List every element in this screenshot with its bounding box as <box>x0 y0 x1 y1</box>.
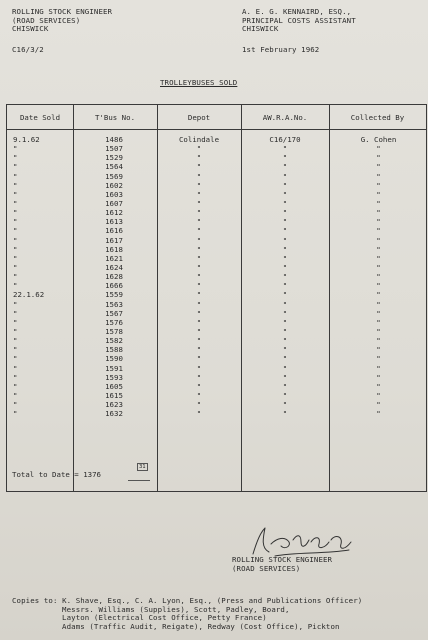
cell-awra-no: " <box>282 372 288 382</box>
cell-date-sold: " <box>13 226 18 236</box>
cell-collected-by: " <box>376 390 381 400</box>
cell-awra-no: " <box>282 336 288 346</box>
cell-awra-no: " <box>282 198 288 208</box>
cell-depot: " <box>196 244 202 254</box>
table-row <box>7 327 426 336</box>
cell-awra-no: " <box>282 308 288 318</box>
header-date-sold: Date Sold <box>19 113 61 122</box>
trolleybus-table <box>6 104 427 492</box>
table-row <box>7 318 426 327</box>
header-depot: Depot <box>187 113 211 122</box>
cell-tbus-no: 1559 <box>105 290 123 300</box>
cell-awra-no: " <box>282 290 288 300</box>
copies-line-3: Layton (Electrical Cost Office, Petty France) <box>62 613 267 623</box>
cell-depot: " <box>196 198 202 208</box>
cell-date-sold: " <box>13 326 18 336</box>
cell-tbus-no: 1605 <box>105 381 123 391</box>
cell-awra-no: " <box>282 326 288 336</box>
cell-collected-by: " <box>376 217 381 227</box>
cell-tbus-no: 1618 <box>105 244 123 254</box>
table-row <box>7 336 426 345</box>
cell-collected-by: " <box>376 345 381 355</box>
cell-depot: " <box>196 272 202 282</box>
cell-collected-by: " <box>376 162 381 172</box>
cell-awra-no: " <box>282 317 288 327</box>
cell-tbus-no: 1591 <box>105 363 123 373</box>
cell-date-sold: " <box>13 253 18 263</box>
cell-awra-no: " <box>282 299 288 309</box>
cell-tbus-no: 1564 <box>105 162 123 172</box>
cell-awra-no: " <box>282 253 288 263</box>
tick-underline <box>128 480 150 481</box>
cell-collected-by: " <box>376 381 381 391</box>
cell-collected-by: " <box>376 272 381 282</box>
cell-depot: " <box>196 153 202 163</box>
cell-awra-no: " <box>282 400 288 410</box>
cell-depot: " <box>196 326 202 336</box>
cell-tbus-no: 1632 <box>105 409 123 419</box>
cell-collected-by: " <box>376 253 381 263</box>
table-row <box>7 364 426 373</box>
cell-awra-no: " <box>282 189 288 199</box>
table-row <box>7 409 426 418</box>
cell-depot: " <box>196 400 202 410</box>
sender-line-3: CHISWICK <box>12 24 49 34</box>
cell-depot: " <box>196 262 202 272</box>
cell-collected-by: " <box>376 363 381 373</box>
table-row <box>7 190 426 199</box>
cell-collected-by: " <box>376 180 381 190</box>
sender-line-1: ROLLING STOCK ENGINEER <box>12 7 113 16</box>
cell-date-sold: " <box>13 198 18 208</box>
cell-awra-no: " <box>282 180 288 190</box>
table-row <box>7 172 426 181</box>
cell-depot: " <box>196 235 202 245</box>
cell-tbus-no: 1624 <box>105 262 123 272</box>
cell-collected-by: " <box>376 235 381 245</box>
cell-tbus-no: 1616 <box>105 226 123 236</box>
cell-depot: " <box>196 390 202 400</box>
sender-block <box>12 8 112 34</box>
cell-date-sold: " <box>13 363 18 373</box>
cell-date-sold: " <box>13 336 18 346</box>
table-row <box>7 144 426 153</box>
cell-date-sold: 9.1.62 <box>13 135 40 144</box>
cell-date-sold: 22.1.62 <box>13 290 45 300</box>
cell-depot: " <box>196 180 202 190</box>
recipient-line-1: A. E. G. KENNAIRD, ESQ., <box>242 7 352 16</box>
cell-depot: " <box>196 208 202 218</box>
cell-date-sold: " <box>13 272 18 282</box>
cell-date-sold: " <box>13 144 18 154</box>
cell-depot: " <box>196 345 202 355</box>
table-row <box>7 162 426 171</box>
cell-tbus-no: 1615 <box>105 390 123 400</box>
cell-depot: " <box>196 317 202 327</box>
cell-depot: Colindale <box>178 135 220 144</box>
cell-collected-by: " <box>376 189 381 199</box>
letter-date: 1st February 1962 <box>242 45 320 54</box>
cell-collected-by: " <box>376 198 381 208</box>
cell-tbus-no: 1486 <box>105 135 123 144</box>
table-row <box>7 400 426 409</box>
table-row <box>7 272 426 281</box>
signatory-block <box>232 556 332 573</box>
table-row <box>7 391 426 400</box>
table-row <box>7 263 426 272</box>
signatory-line-2: (ROAD SERVICES) <box>232 563 301 573</box>
cell-date-sold: " <box>13 372 18 382</box>
cell-date-sold: " <box>13 189 18 199</box>
cell-tbus-no: 1621 <box>105 253 123 263</box>
cell-depot: " <box>196 409 202 419</box>
reference-number: C16/3/2 <box>12 45 44 54</box>
cell-collected-by: " <box>376 171 381 181</box>
cell-collected-by: " <box>376 153 381 163</box>
tick-mark: 31 <box>139 464 146 470</box>
copies-block <box>12 597 362 631</box>
cell-collected-by: " <box>376 400 381 410</box>
cell-date-sold: " <box>13 208 18 218</box>
table-row <box>7 309 426 318</box>
table-row <box>7 345 426 354</box>
cell-awra-no: " <box>282 208 288 218</box>
cell-tbus-no: 1602 <box>105 180 123 190</box>
header-collected-by: Collected By <box>350 113 405 122</box>
table-body <box>7 135 426 418</box>
table-row <box>7 382 426 391</box>
cell-date-sold: " <box>13 235 18 245</box>
cell-awra-no: " <box>282 244 288 254</box>
copies-line-2: Messrs. Williams (Supplies), Scott, Padley, Board, <box>62 604 290 614</box>
cell-date-sold: " <box>13 217 18 227</box>
table-row <box>7 199 426 208</box>
cell-collected-by: " <box>376 281 381 291</box>
cell-date-sold: " <box>13 381 18 391</box>
cell-depot: " <box>196 189 202 199</box>
cell-tbus-no: 1588 <box>105 345 123 355</box>
cell-depot: " <box>196 308 202 318</box>
cell-depot: " <box>196 171 202 181</box>
cell-depot: " <box>196 217 202 227</box>
header-awra-no: AW.R.A.No. <box>262 113 308 122</box>
cell-awra-no: " <box>282 226 288 236</box>
cell-tbus-no: 1582 <box>105 336 123 346</box>
cell-tbus-no: 1563 <box>105 299 123 309</box>
cell-depot: " <box>196 299 202 309</box>
cell-tbus-no: 1567 <box>105 308 123 318</box>
cell-awra-no: " <box>282 217 288 227</box>
cell-tbus-no: 1590 <box>105 354 123 364</box>
cell-collected-by: " <box>376 144 381 154</box>
cell-awra-no: " <box>282 171 288 181</box>
table-row <box>7 181 426 190</box>
cell-date-sold: " <box>13 354 18 364</box>
cell-date-sold: " <box>13 317 18 327</box>
cell-date-sold: " <box>13 180 18 190</box>
table-row <box>7 236 426 245</box>
cell-awra-no: " <box>282 272 288 282</box>
cell-awra-no: " <box>282 281 288 291</box>
cell-date-sold: " <box>13 244 18 254</box>
table-row <box>7 373 426 382</box>
table-row <box>7 290 426 299</box>
cell-collected-by: " <box>376 336 381 346</box>
cell-awra-no: " <box>282 162 288 172</box>
table-row <box>7 245 426 254</box>
cell-collected-by: " <box>376 354 381 364</box>
cell-date-sold: " <box>13 390 18 400</box>
cell-collected-by: " <box>376 317 381 327</box>
cell-awra-no: " <box>282 262 288 272</box>
cell-depot: " <box>196 336 202 346</box>
cell-depot: " <box>196 363 202 373</box>
cell-awra-no: " <box>282 345 288 355</box>
document-title: TROLLEYBUSES SOLD <box>160 78 238 87</box>
cell-collected-by: " <box>376 308 381 318</box>
cell-collected-by: " <box>376 262 381 272</box>
cell-tbus-no: 1628 <box>105 272 123 282</box>
copies-line-1: K. Shave, Esq., C. A. Lyon, Esq., (Press and Publications Officer) <box>62 596 363 605</box>
cell-awra-no: " <box>282 144 288 154</box>
cell-collected-by: " <box>376 326 381 336</box>
cell-tbus-no: 1603 <box>105 189 123 199</box>
table-row <box>7 300 426 309</box>
cell-depot: " <box>196 226 202 236</box>
cell-tbus-no: 1607 <box>105 198 123 208</box>
cell-tbus-no: 1617 <box>105 235 123 245</box>
cell-awra-no: " <box>282 381 288 391</box>
signatory-line-1: ROLLING STOCK ENGINEER <box>232 555 333 564</box>
cell-depot: " <box>196 162 202 172</box>
table-row <box>7 254 426 263</box>
cell-awra-no: " <box>282 390 288 400</box>
header-tbus-no: T'Bus No. <box>94 113 136 122</box>
cell-date-sold: " <box>13 281 18 291</box>
cell-date-sold: " <box>13 400 18 410</box>
cell-collected-by: " <box>376 290 381 300</box>
table-row <box>7 135 426 144</box>
cell-depot: " <box>196 372 202 382</box>
cell-awra-no: " <box>282 363 288 373</box>
copies-label: Copies to: <box>12 596 58 605</box>
cell-date-sold: " <box>13 345 18 355</box>
cell-date-sold: " <box>13 409 18 419</box>
cell-collected-by: " <box>376 409 381 419</box>
cell-tbus-no: 1529 <box>105 153 123 163</box>
cell-depot: " <box>196 281 202 291</box>
cell-date-sold: " <box>13 162 18 172</box>
cell-tbus-no: 1612 <box>105 208 123 218</box>
cell-collected-by: " <box>376 226 381 236</box>
cell-depot: " <box>196 354 202 364</box>
recipient-line-3: CHISWICK <box>242 24 279 34</box>
table-row <box>7 217 426 226</box>
table-row <box>7 281 426 290</box>
cell-depot: " <box>196 290 202 300</box>
recipient-block <box>242 8 356 34</box>
cell-date-sold: " <box>13 153 18 163</box>
cell-date-sold: " <box>13 262 18 272</box>
cell-awra-no: " <box>282 354 288 364</box>
cell-awra-no: C16/170 <box>269 135 301 144</box>
cell-date-sold: " <box>13 171 18 181</box>
cell-collected-by: " <box>376 208 381 218</box>
table-row <box>7 226 426 235</box>
cell-depot: " <box>196 144 202 154</box>
cell-depot: " <box>196 381 202 391</box>
cell-date-sold: " <box>13 299 18 309</box>
cell-tbus-no: 1593 <box>105 372 123 382</box>
cell-collected-by: " <box>376 244 381 254</box>
cell-tbus-no: 1507 <box>105 144 123 154</box>
cell-collected-by: G. Cohen <box>360 135 397 144</box>
header-divider <box>7 129 426 130</box>
cell-date-sold: " <box>13 308 18 318</box>
cell-tbus-no: 1613 <box>105 217 123 227</box>
recipient-line-2: PRINCIPAL COSTS ASSISTANT <box>242 15 356 25</box>
cell-awra-no: " <box>282 409 288 419</box>
cell-collected-by: " <box>376 299 381 309</box>
cell-depot: " <box>196 253 202 263</box>
cell-awra-no: " <box>282 153 288 163</box>
cell-awra-no: " <box>282 235 288 245</box>
table-row <box>7 354 426 363</box>
cell-collected-by: " <box>376 372 381 382</box>
cell-tbus-no: 1578 <box>105 326 123 336</box>
cell-tbus-no: 1576 <box>105 317 123 327</box>
cell-tbus-no: 1666 <box>105 281 123 291</box>
table-row <box>7 208 426 217</box>
total-to-date: Total to Date = 1376 <box>12 470 101 479</box>
table-row <box>7 153 426 162</box>
cell-tbus-no: 1623 <box>105 400 123 410</box>
cell-tbus-no: 1569 <box>105 171 123 181</box>
copies-line-4: Adams (Traffic Audit, Reigate), Redway (Cost Office), Pickton <box>62 621 340 631</box>
sender-line-2: (ROAD SERVICES) <box>12 15 81 25</box>
